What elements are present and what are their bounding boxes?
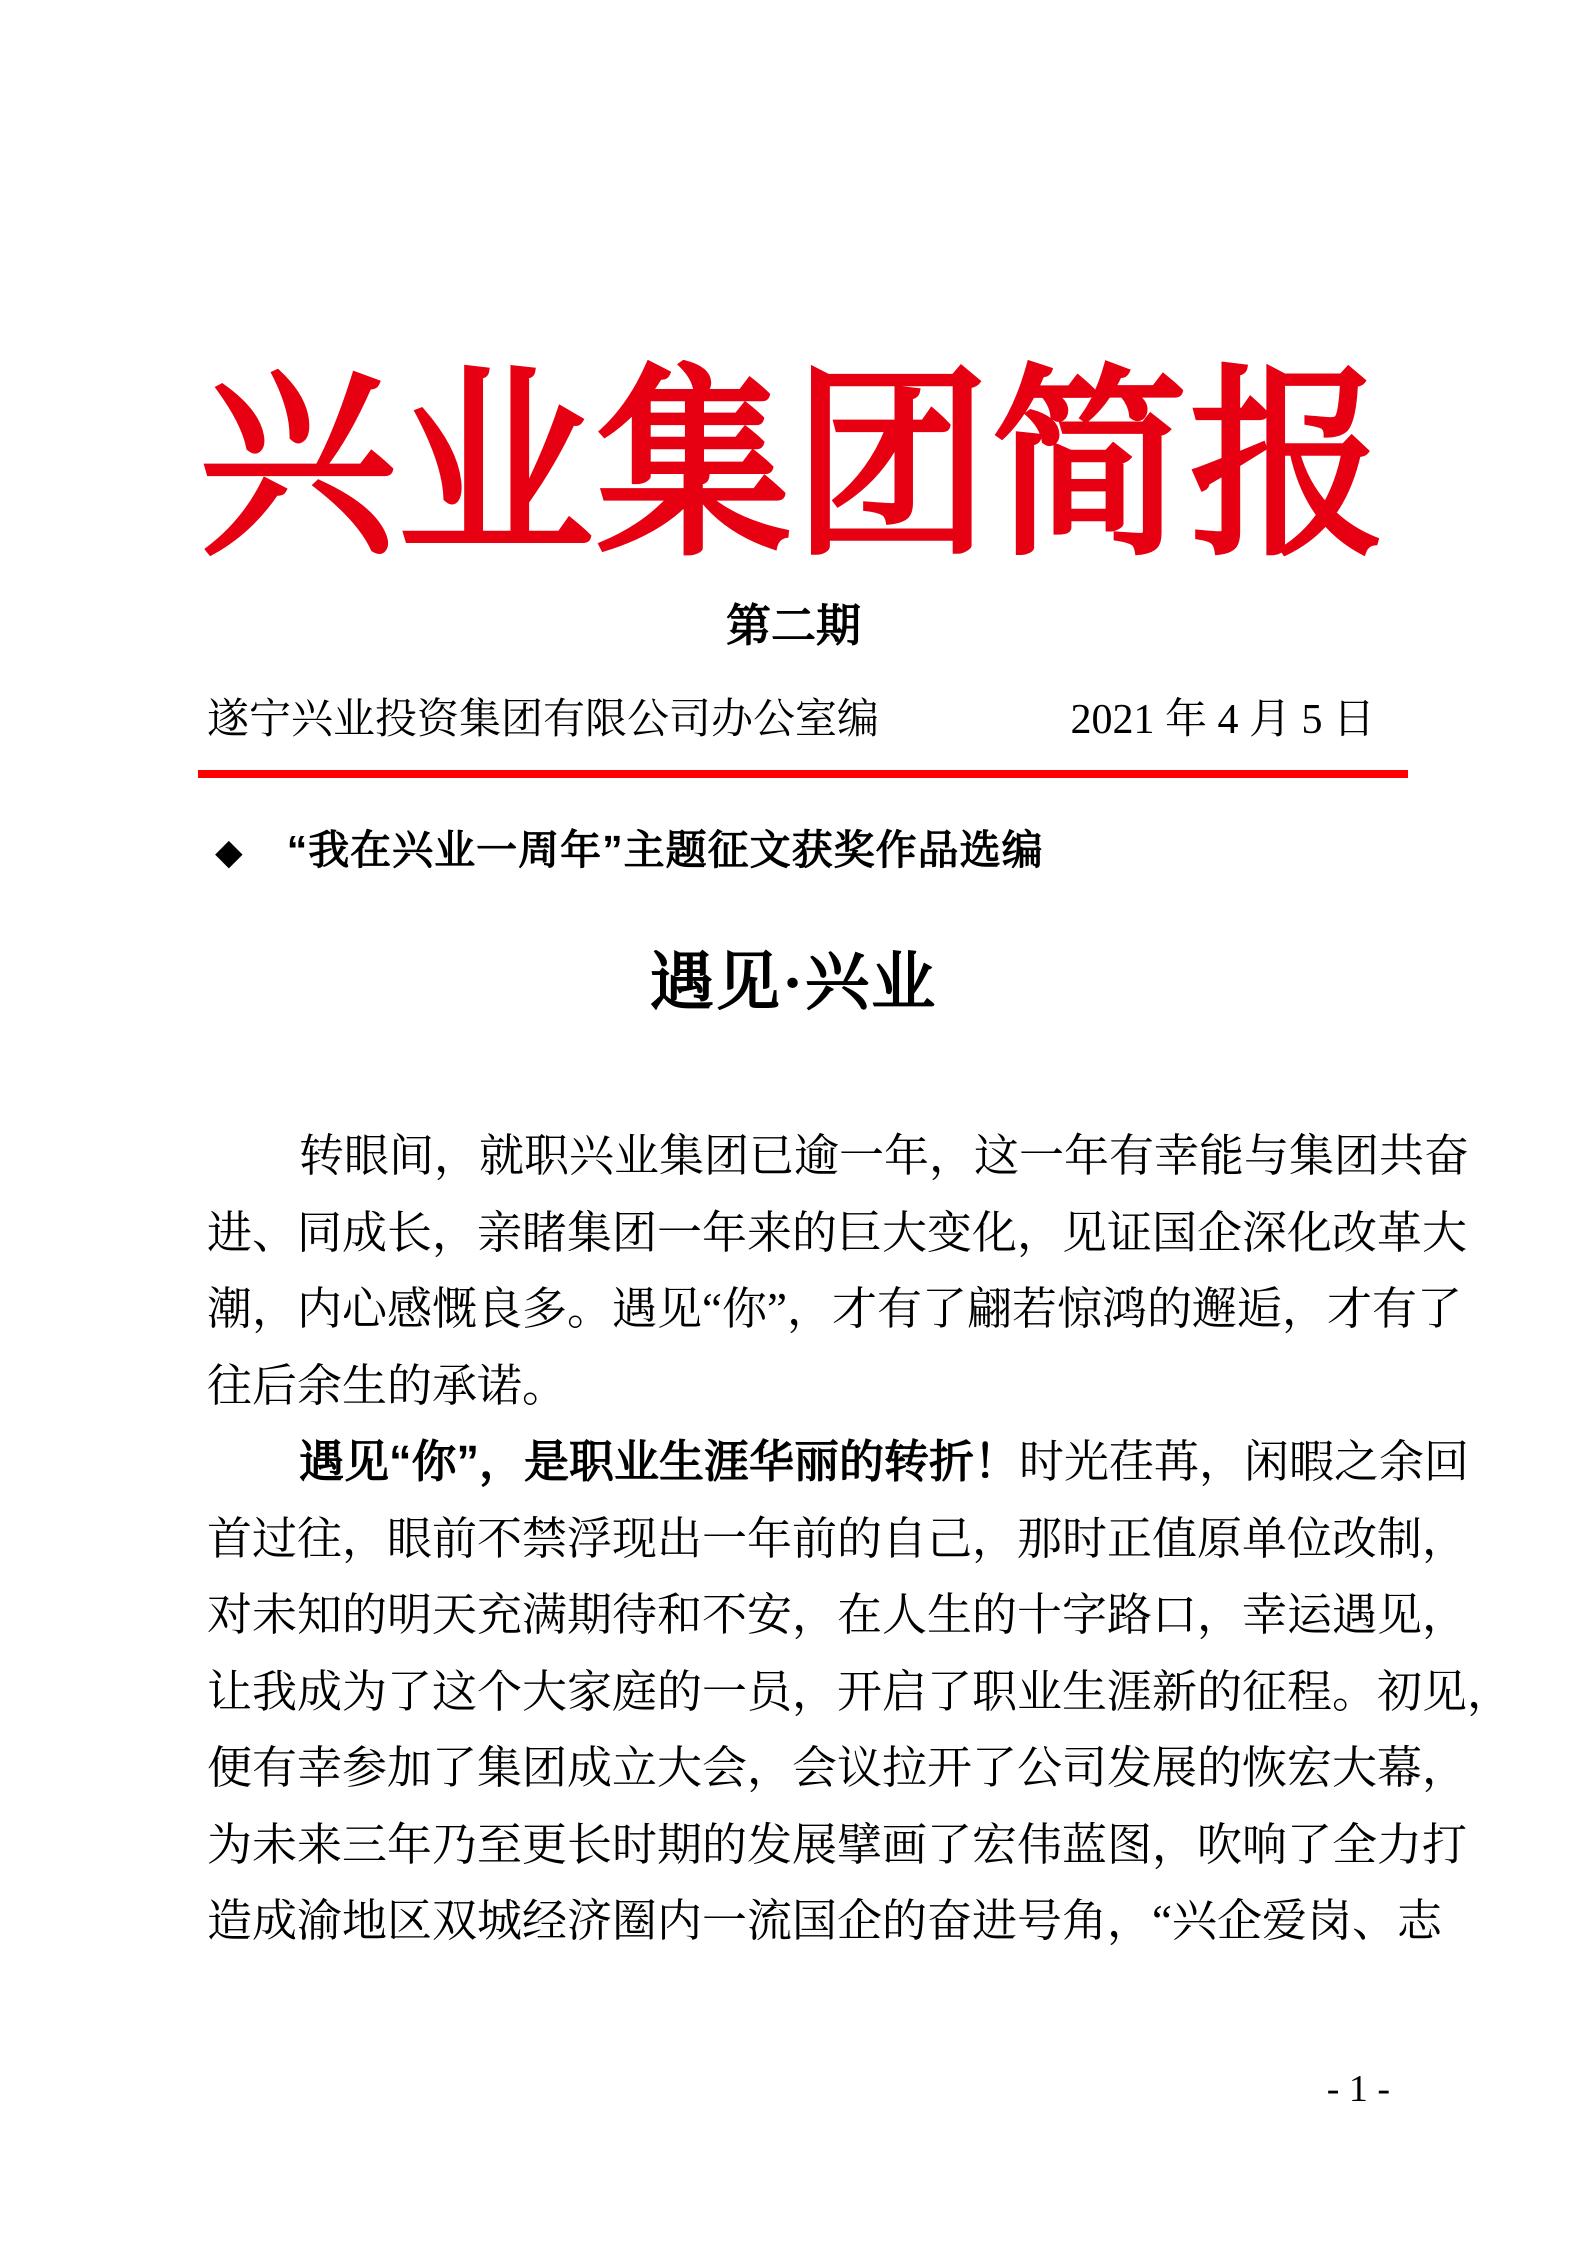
body-line: 首过往，眼前不禁浮现出一年前的自己，那时正值原单位改制， (207, 1513, 1468, 1564)
diamond-bullet-icon: ◆ (215, 831, 243, 872)
article-body (207, 1118, 1513, 1960)
body-line: 便有幸参加了集团成立大会，会议拉开了公司发展的恢宏大幕， (207, 1743, 1468, 1793)
body-line: 潮，内心感慨良多。遇见“你”，才有了翩若惊鸿的邂逅，才有了 (207, 1284, 1462, 1334)
section-heading-row (215, 820, 1044, 882)
body-line: 进、同成长，亲睹集团一年来的巨大变化，见证国企深化改革大 (207, 1207, 1468, 1258)
body-line: 为未来三年乃至更长时期的发展擘画了宏伟蓝图，吹响了全力打 (207, 1819, 1468, 1870)
section-heading: “我在兴业一周年”主题征文获奖作品选编 (286, 827, 1044, 873)
body-line (207, 1424, 1470, 1501)
body-line: 对未知的明天充满期待和不安，在人生的十字路口，幸运遇见， (207, 1590, 1468, 1640)
paragraph-lead-rest: 时光荏苒，闲暇之余回 (1019, 1437, 1470, 1487)
body-line: 转眼间，就职兴业集团已逾一年，这一年有幸能与集团共奋 (299, 1131, 1470, 1181)
publication-info-row (207, 690, 1375, 750)
red-divider-rule (198, 770, 1408, 778)
page-number: - 1 - (1326, 2068, 1390, 2110)
publisher-name: 遂宁兴业投资集团有限公司办公室编 (207, 697, 880, 743)
paragraph-lead-bold: 遇见“你”，是职业生涯华丽的转折！ (299, 1436, 1020, 1487)
article-title: 遇见·兴业 (649, 947, 938, 1018)
publish-date: 2021 年 4 月 5 日 (1070, 697, 1375, 743)
masthead-title: 兴业集团简报 (199, 354, 1388, 581)
body-line: 往后余生的承诺。 (207, 1360, 568, 1411)
body-line: 造成渝地区双城经济圈内一流国企的奋进号角，“兴企爱岗、志 (207, 1896, 1442, 1946)
body-line: 让我成为了这个大家庭的一员，开启了职业生涯新的征程。初见， (207, 1666, 1513, 1717)
issue-label: 第二期 (725, 600, 861, 651)
